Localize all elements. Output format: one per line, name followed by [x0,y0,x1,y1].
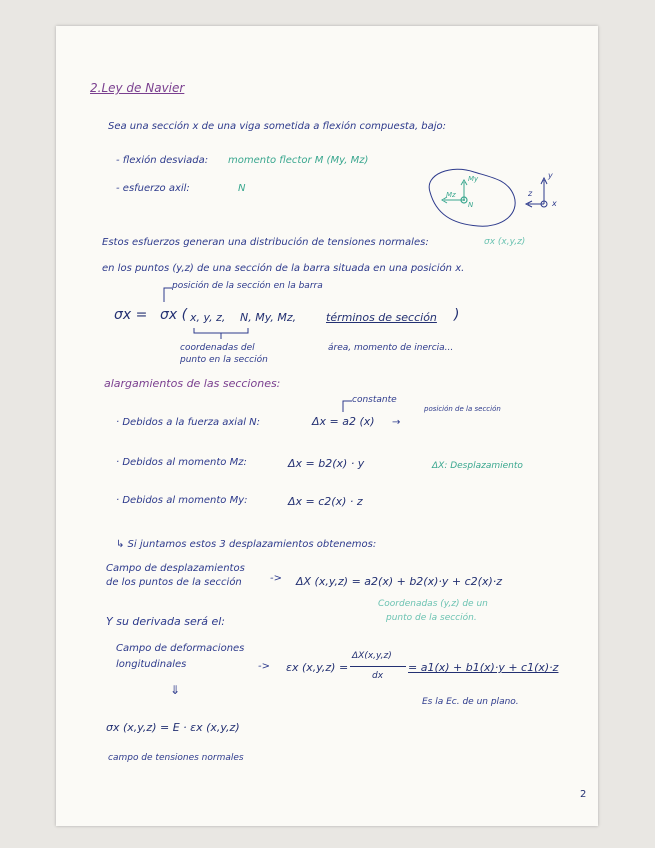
normal-field-text: campo de tensiones normales [108,753,244,763]
field-disp-note-2: punto de la sección. [386,613,477,623]
field-def-num: ΔX(x,y,z) [352,651,392,661]
formula-close: ) [454,307,460,323]
stress-line-2: en los puntos (y,z) de una sección de la barra situada en una posición x. [102,263,465,274]
due-my-eq: Δx = c2(x) · z [288,495,363,508]
implies-symbol: ⇓ [170,683,181,697]
formula-terms: términos de sección [326,311,437,324]
due-my-label: · Debidos al momento My: [116,495,248,506]
formula-func: σx ( [160,307,188,323]
due-axial-label: · Debidos a la fuerza axial N: [116,417,261,428]
intro-text: Sea una sección x de una viga sometida a flexión compuesta, bajo: [108,121,447,132]
diagram-axis-z: z [528,189,533,198]
due-mz-eq: Δx = b2(x) · y [288,457,365,470]
field-disp-note-1: Coordenadas (y,z) de un [378,599,488,609]
brace-icon [192,326,250,340]
cross-section-diagram-icon [422,162,562,234]
join-line: ↳ Si juntamos estos 3 desplazamientos obtenemos: [116,539,377,550]
diagram-my: My [468,175,479,183]
arrow-up-icon [160,284,174,302]
section-title: 2.Ley de Navier [90,81,185,95]
displacement-heading: alargamientos de las secciones: [104,377,281,390]
field-def-arrow: -> [258,661,270,672]
formula-note-coords-2: punto en la sección [180,355,268,365]
derivative-line: Y su derivada será el: [106,615,226,628]
notebook-page [56,26,598,826]
field-def-2: longitudinales [116,659,187,670]
field-def-rhs: = a1(x) + b1(x)·y + c1(x)·z [408,661,559,674]
field-def-1: Campo de deformaciones [116,643,245,654]
fraction-bar [350,666,406,667]
diagram-mz: Mz [446,191,456,199]
field-disp-2: de los puntos de la sección [106,577,242,588]
due-mz-label: · Debidos al momento Mz: [116,457,247,468]
field-disp-eq: ΔX (x,y,z) = a2(x) + b2(x)·y + c2(x)·z [296,575,503,588]
diagram-axis-y: y [548,171,553,180]
field-def-lhs: εx (x,y,z) = [286,661,349,674]
diagram-n: N [468,201,474,209]
formula-vars: x, y, z, [190,311,226,324]
note-pos: posición de la sección [424,405,501,413]
due-axial-eq: Δx = a2 (x) [312,415,375,428]
note-dx: ΔX: Desplazamiento [432,461,523,471]
page-number: 2 [580,789,587,800]
formula-note-top: posición de la sección en la barra [172,281,323,291]
field-def-den: dx [372,671,384,681]
field-disp-1: Campo de desplazamientos [106,563,245,574]
stress-sigma: σx (x,y,z) [484,237,526,247]
formula-lhs: σx = [114,307,148,323]
field-disp-arrow: -> [270,573,282,584]
due-axial-arrow: → [392,417,401,428]
formula-note-coords-1: coordenadas del [180,343,255,353]
bullet-axil-value: N [238,183,246,194]
hooke-eq: σx (x,y,z) = E · εx (x,y,z) [106,721,240,734]
bullet-flexion-value: momento flector M (My, Mz) [228,155,369,166]
formula-rest: N, My, Mz, [240,311,297,324]
formula-note-terms: área, momento de inercia... [328,343,454,353]
plane-note: Es la Ec. de un plano. [422,697,519,707]
diagram-axis-x: x [552,199,557,208]
bullet-axil-label: - esfuerzo axil: [116,183,190,194]
bullet-flexion-label: - flexión desviada: [116,155,209,166]
note-constante: constante [352,395,397,405]
stress-line-1: Estos esfuerzos generan una distribución de tensiones normales: [102,237,429,248]
arrow-up-icon [340,398,354,412]
